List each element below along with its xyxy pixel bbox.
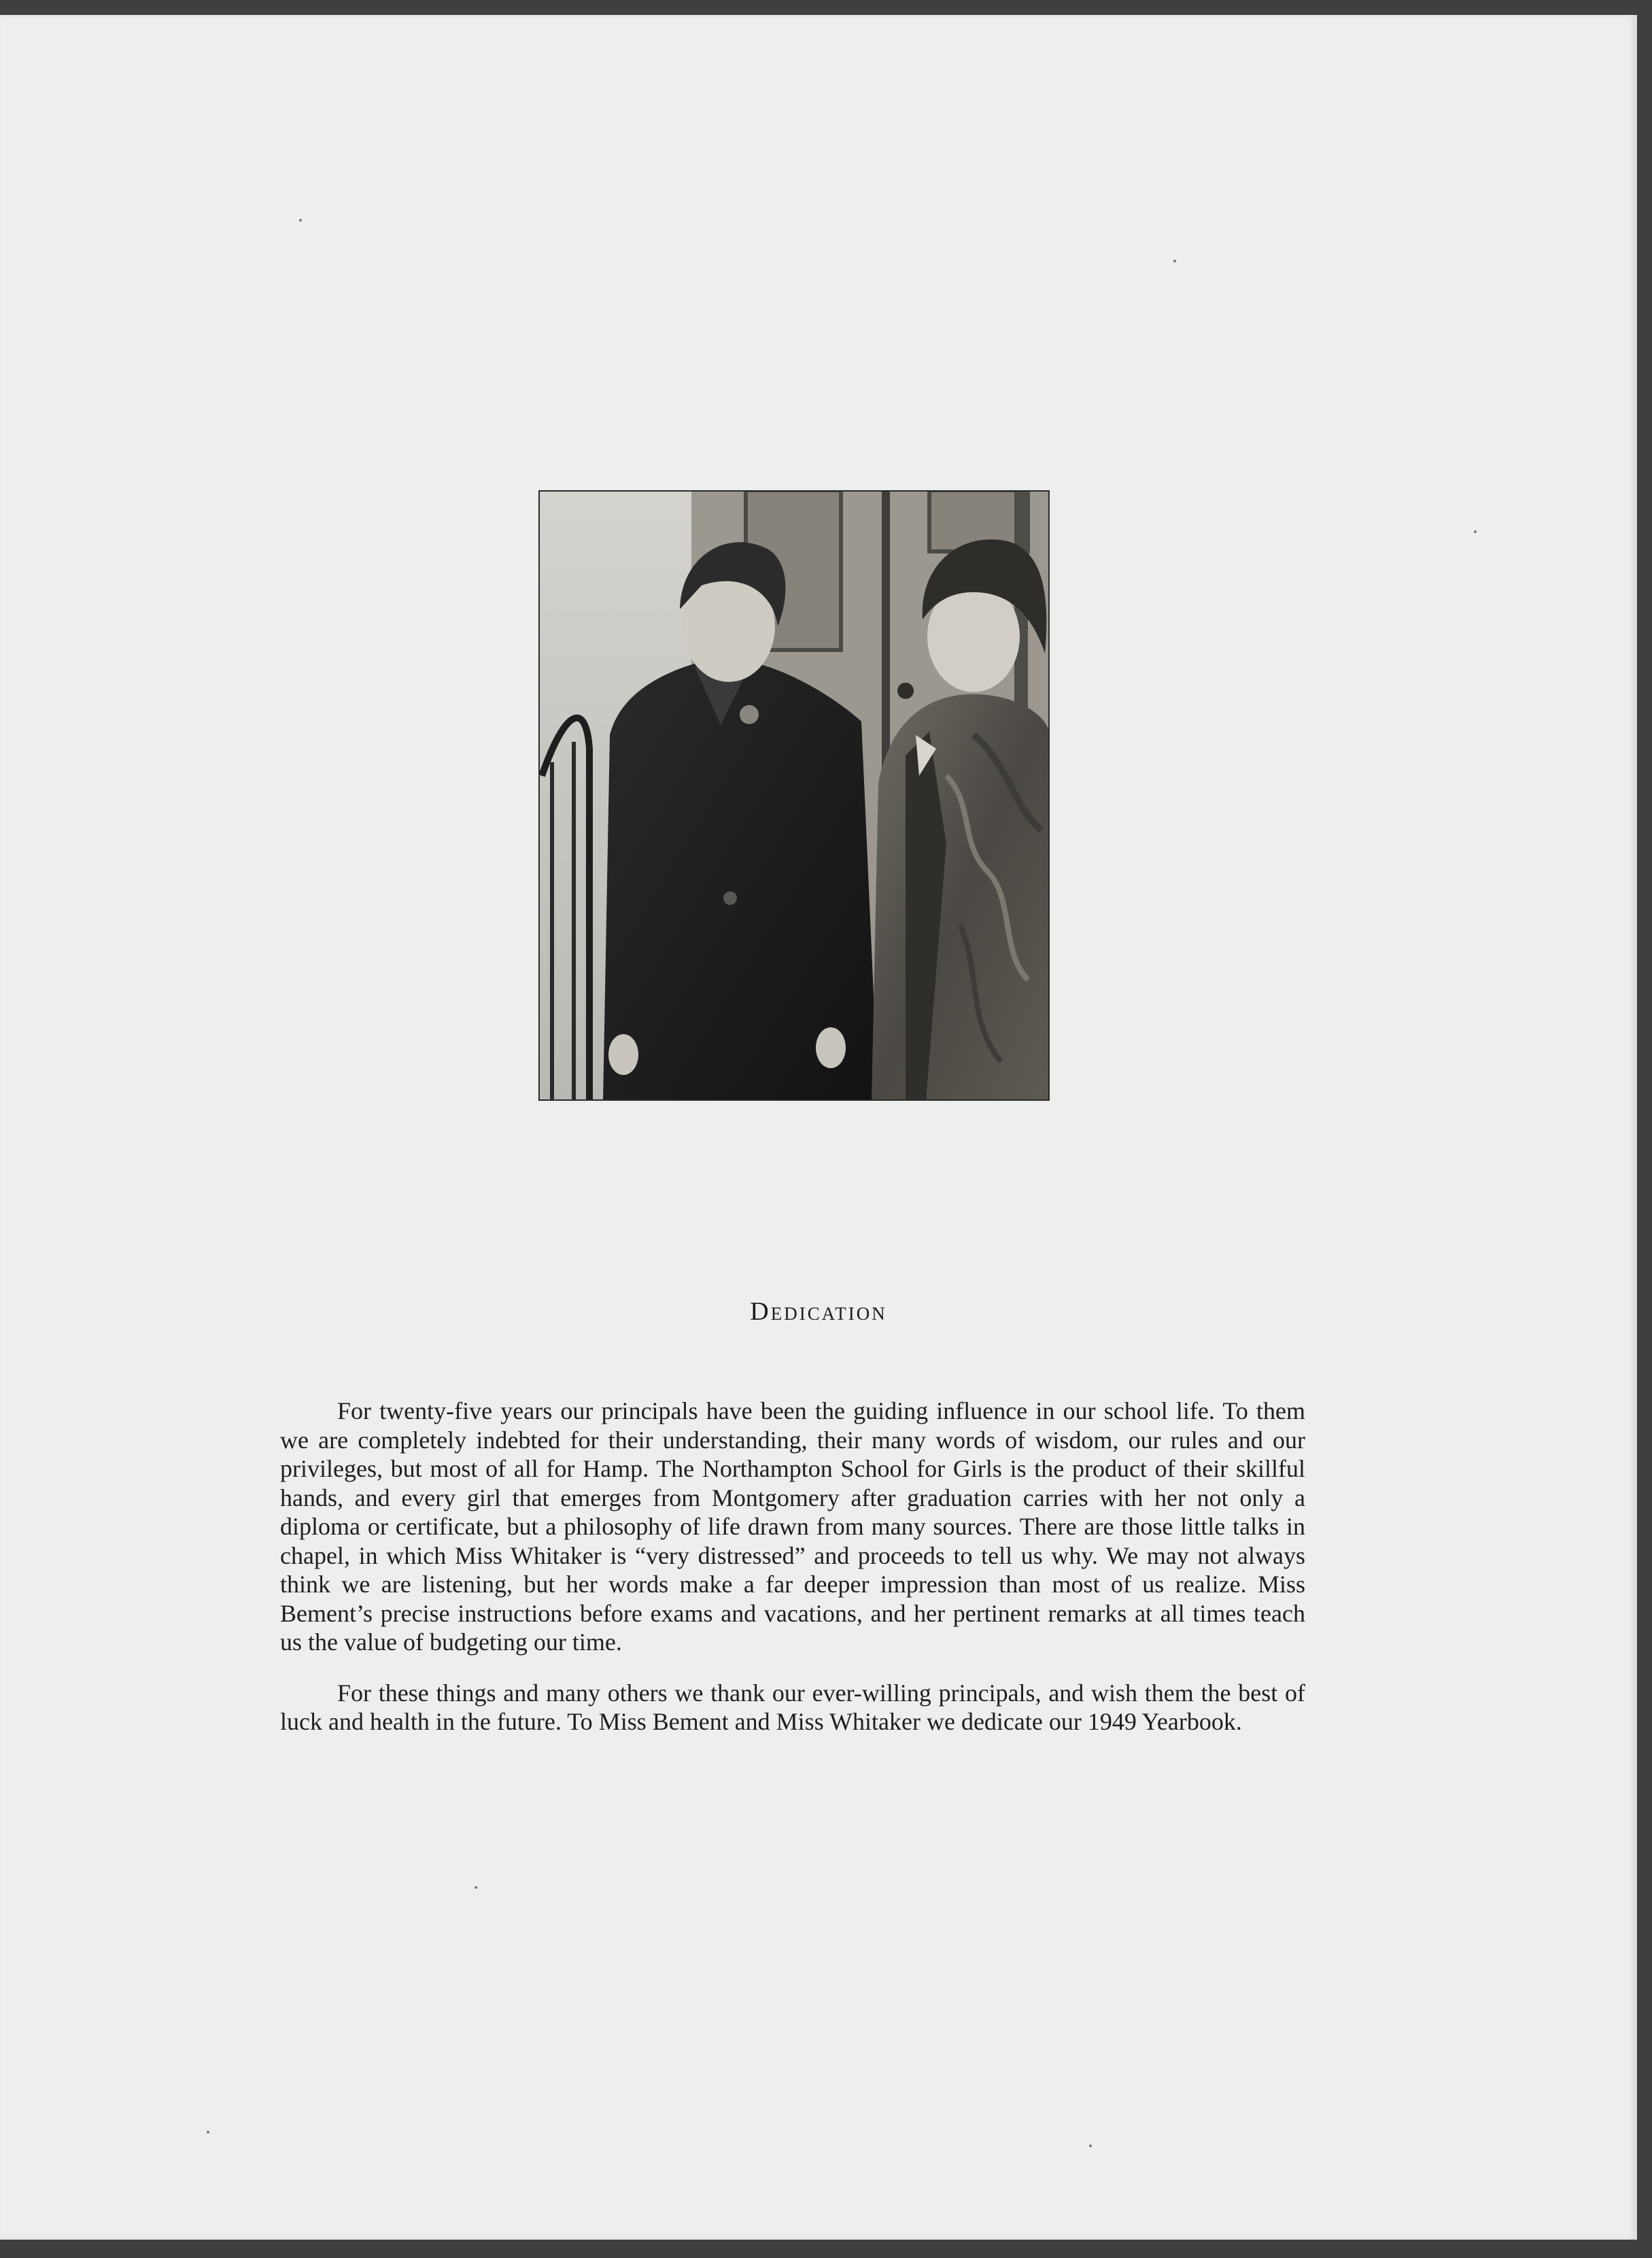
- paper-speck: [475, 1886, 477, 1889]
- dedication-paragraph-2: For these things and many others we thank our ever-willing principals, and wish them the best of luck and health in the future. To Miss Bement and Miss Whitaker we dedicate our 1949 Yearbook.: [280, 1679, 1305, 1735]
- dedication-body: [280, 1397, 1305, 1758]
- yearbook-page: [0, 15, 1637, 2240]
- paper-speck: [1474, 530, 1477, 533]
- paper-speck: [1173, 260, 1176, 262]
- dedication-photo: [538, 490, 1050, 1101]
- dedication-paragraph-1: For twenty-five years our principals have been the guiding influence in our school life. To them we are completely indebted for their understanding, their many words of wisdom, our rules and our privileges, but most of all for Hamp. The Northampton School for Girls is the product of their skillful hands, and every girl that emerges from Montgomery after graduation carries with her not only a diploma or certificate, but a philosophy of life drawn from many sources. There are those little talks in chapel, in which Miss Whitaker is “very distressed” and proceeds to tell us why. We may not always think we are listening, but her words make a far deeper impression than most of us realize. Miss Bement’s precise instructions before exams and vacations, and her pertinent remarks at all times teach us the value of budgeting our time.: [280, 1397, 1305, 1656]
- paper-speck: [299, 219, 302, 222]
- paper-speck: [207, 2131, 209, 2134]
- paper-speck: [1089, 2144, 1092, 2147]
- portrait-photograph: [538, 490, 1050, 1101]
- dedication-heading: Dedication: [750, 1297, 887, 1326]
